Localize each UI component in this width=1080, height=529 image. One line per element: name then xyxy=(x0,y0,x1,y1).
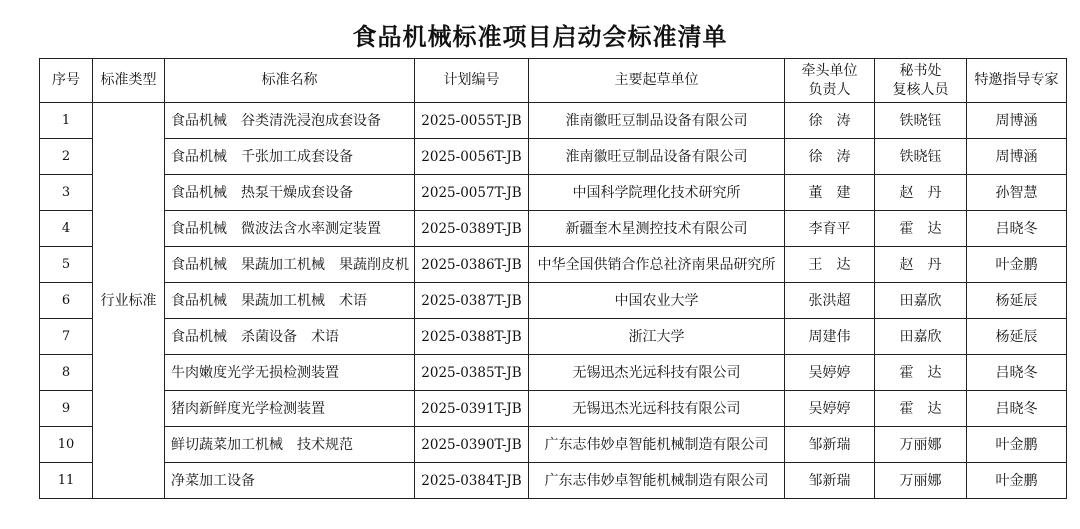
header-review-line1: 秘书处 xyxy=(899,62,942,79)
guest-expert: 叶金鹏 xyxy=(967,427,1067,463)
drafting-unit: 中华全国供销合作总社济南果品研究所 xyxy=(529,247,785,283)
standard-name: 食品机械 谷类清洗浸泡成套设备 xyxy=(165,103,415,139)
standard-name: 食品机械 果蔬加工机械 果蔬削皮机 xyxy=(165,247,415,283)
standard-name: 食品机械 千张加工成套设备 xyxy=(165,139,415,175)
plan-code: 2025-0387T-JB xyxy=(415,283,529,319)
lead-person: 邹新瑞 xyxy=(785,427,875,463)
standard-type-cell: 行业标准 xyxy=(93,103,165,499)
lead-person: 李育平 xyxy=(785,211,875,247)
header-expert: 特邀指导专家 xyxy=(967,59,1067,103)
standard-name: 净菜加工设备 xyxy=(165,463,415,499)
standard-name: 食品机械 微波法含水率测定装置 xyxy=(165,211,415,247)
drafting-unit: 中国科学院理化技术研究所 xyxy=(529,175,785,211)
guest-expert: 吕晓冬 xyxy=(967,391,1067,427)
header-name: 标准名称 xyxy=(165,59,415,103)
lead-person: 徐 涛 xyxy=(785,103,875,139)
plan-code: 2025-0385T-JB xyxy=(415,355,529,391)
standard-name: 食品机械 热泵干燥成套设备 xyxy=(165,175,415,211)
standard-name: 食品机械 杀菌设备 术语 xyxy=(165,319,415,355)
reviewer: 铁晓钰 xyxy=(875,139,967,175)
guest-expert: 叶金鹏 xyxy=(967,463,1067,499)
guest-expert: 杨延辰 xyxy=(967,319,1067,355)
guest-expert: 吕晓冬 xyxy=(967,211,1067,247)
header-code: 计划编号 xyxy=(415,59,529,103)
lead-person: 徐 涛 xyxy=(785,139,875,175)
lead-person: 董 建 xyxy=(785,175,875,211)
row-number: 10 xyxy=(40,427,93,463)
row-number: 7 xyxy=(40,319,93,355)
header-lead-line1: 牵头单位 xyxy=(801,62,858,79)
drafting-unit: 淮南徽旺豆制品设备有限公司 xyxy=(529,103,785,139)
drafting-unit: 中国农业大学 xyxy=(529,283,785,319)
drafting-unit: 新疆奎木星测控技术有限公司 xyxy=(529,211,785,247)
row-number: 6 xyxy=(40,283,93,319)
guest-expert: 杨延辰 xyxy=(967,283,1067,319)
drafting-unit: 无锡迅杰光远科技有限公司 xyxy=(529,355,785,391)
row-number: 9 xyxy=(40,391,93,427)
header-type: 标准类型 xyxy=(93,59,165,103)
table-row xyxy=(40,211,1067,247)
table-row xyxy=(40,427,1067,463)
row-number: 11 xyxy=(40,463,93,499)
drafting-unit: 无锡迅杰光远科技有限公司 xyxy=(529,391,785,427)
reviewer: 田嘉欣 xyxy=(875,283,967,319)
reviewer: 霍 达 xyxy=(875,355,967,391)
lead-person: 吴婷婷 xyxy=(785,355,875,391)
table-row xyxy=(40,139,1067,175)
table-row xyxy=(40,355,1067,391)
plan-code: 2025-0386T-JB xyxy=(415,247,529,283)
table-row xyxy=(40,319,1067,355)
plan-code: 2025-0388T-JB xyxy=(415,319,529,355)
plan-code: 2025-0056T-JB xyxy=(415,139,529,175)
drafting-unit: 淮南徽旺豆制品设备有限公司 xyxy=(529,139,785,175)
header-review-line2: 复核人员 xyxy=(892,81,949,98)
row-number: 1 xyxy=(40,103,93,139)
guest-expert: 叶金鹏 xyxy=(967,247,1067,283)
lead-person: 张洪超 xyxy=(785,283,875,319)
standards-table xyxy=(39,58,1067,499)
guest-expert: 周博涵 xyxy=(967,103,1067,139)
header-review xyxy=(875,59,967,103)
header-lead-line2: 负责人 xyxy=(808,81,851,98)
table-row xyxy=(40,247,1067,283)
table-row xyxy=(40,175,1067,211)
plan-code: 2025-0391T-JB xyxy=(415,391,529,427)
header-org: 主要起草单位 xyxy=(529,59,785,103)
plan-code: 2025-0055T-JB xyxy=(415,103,529,139)
plan-code: 2025-0384T-JB xyxy=(415,463,529,499)
table-header-row xyxy=(40,59,1067,103)
guest-expert: 周博涵 xyxy=(967,139,1067,175)
reviewer: 万丽娜 xyxy=(875,463,967,499)
reviewer: 霍 达 xyxy=(875,391,967,427)
row-number: 5 xyxy=(40,247,93,283)
standard-name: 鲜切蔬菜加工机械 技术规范 xyxy=(165,427,415,463)
reviewer: 赵 丹 xyxy=(875,175,967,211)
drafting-unit: 浙江大学 xyxy=(529,319,785,355)
reviewer: 田嘉欣 xyxy=(875,319,967,355)
lead-person: 邹新瑞 xyxy=(785,463,875,499)
standard-name: 牛肉嫩度光学无损检测装置 xyxy=(165,355,415,391)
table-row xyxy=(40,103,1067,139)
reviewer: 赵 丹 xyxy=(875,247,967,283)
lead-person: 王 达 xyxy=(785,247,875,283)
page-title: 食品机械标准项目启动会标准清单 xyxy=(352,23,728,51)
drafting-unit: 广东志伟妙卓智能机械制造有限公司 xyxy=(529,427,785,463)
table-row xyxy=(40,391,1067,427)
reviewer: 霍 达 xyxy=(875,211,967,247)
table-row xyxy=(40,463,1067,499)
reviewer: 万丽娜 xyxy=(875,427,967,463)
lead-person: 周建伟 xyxy=(785,319,875,355)
header-lead xyxy=(785,59,875,103)
row-number: 2 xyxy=(40,139,93,175)
plan-code: 2025-0390T-JB xyxy=(415,427,529,463)
plan-code: 2025-0057T-JB xyxy=(415,175,529,211)
row-number: 8 xyxy=(40,355,93,391)
row-number: 4 xyxy=(40,211,93,247)
standard-name: 猪肉新鲜度光学检测装置 xyxy=(165,391,415,427)
table-row xyxy=(40,283,1067,319)
reviewer: 铁晓钰 xyxy=(875,103,967,139)
guest-expert: 吕晓冬 xyxy=(967,355,1067,391)
drafting-unit: 广东志伟妙卓智能机械制造有限公司 xyxy=(529,463,785,499)
standard-name: 食品机械 果蔬加工机械 术语 xyxy=(165,283,415,319)
guest-expert: 孙智慧 xyxy=(967,175,1067,211)
lead-person: 吴婷婷 xyxy=(785,391,875,427)
plan-code: 2025-0389T-JB xyxy=(415,211,529,247)
row-number: 3 xyxy=(40,175,93,211)
header-seq: 序号 xyxy=(40,59,93,103)
